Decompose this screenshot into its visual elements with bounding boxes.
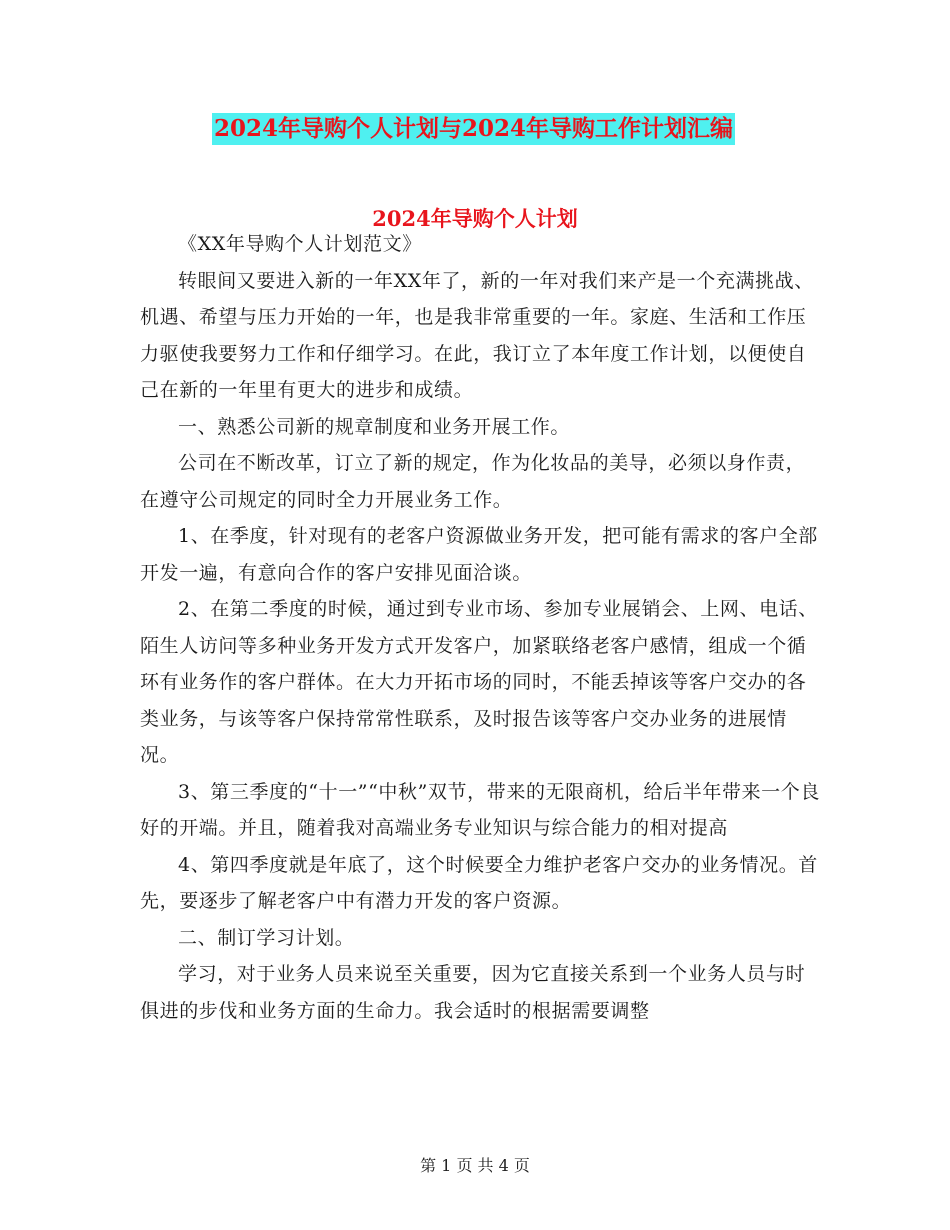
paragraph: 公司在不断改革，订立了新的规定，作为化妆品的美导，必须以身作责，在遵守公司规定的同时全力开展业务工作。 [140,452,806,511]
paragraph: 3、第三季度的“十一”“中秋”双节，带来的无限商机，给后半年带来一个良好的开端。并且，随着我对高端业务专业知识与综合能力的相对提高 [140,780,820,839]
paragraph: 1、在季度，针对现有的老客户资源做业务开发，把可能有需求的客户全部开发一遍，有意向合作的客户安排见面洽谈。 [140,525,818,584]
paragraph: 《XX年导购个人计划范文》 [178,233,422,255]
paragraph: 4、第四季度就是年底了，这个时候要全力维护老客户交办的业务情况。首先，要逐步了解老客户中有潜力开发的客户资源。 [140,853,818,912]
paragraph: 一、熟悉公司新的规章制度和业务开展工作。 [178,415,571,438]
paragraph: 转眼间又要进入新的一年XX年了，新的一年对我们来产是一个充满挑战、机遇、希望与压力开始的一年，也是我非常重要的一年。家庭、生活和工作压力驱使我要努力工作和仔细学习。在此，我订立了本年度工作计划，以便使自己在新的一年里有更大的进步和成绩。 [140,269,814,401]
page-footer: 第 1 页 共 4 页 [420,1156,530,1175]
document-title: 2024年导购个人计划与2024年导购工作计划汇编 [212,113,735,145]
paragraph: 学习，对于业务人员来说至关重要，因为它直接关系到一个业务人员与时俱进的步伐和业务方面的生命力。我会适时的根据需要调整 [140,963,806,1022]
paragraph: 2、在第二季度的时候，通过到专业市场、参加专业展销会、上网、电话、陌生人访问等多种业务开发方式开发客户，加紧联络老客户感情，组成一个循环有业务作的客户群体。在大力开拓市场的同时，不能丢掉该等客户交办的各类业务，与该等客户保持常常性联系，及时报告该等客户交办业务的进展情况。 [140,598,818,766]
document-body [140,226,820,1029]
section-title: 2024年导购个人计划 [372,206,578,231]
paragraph: 二、制订学习计划。 [178,926,355,949]
